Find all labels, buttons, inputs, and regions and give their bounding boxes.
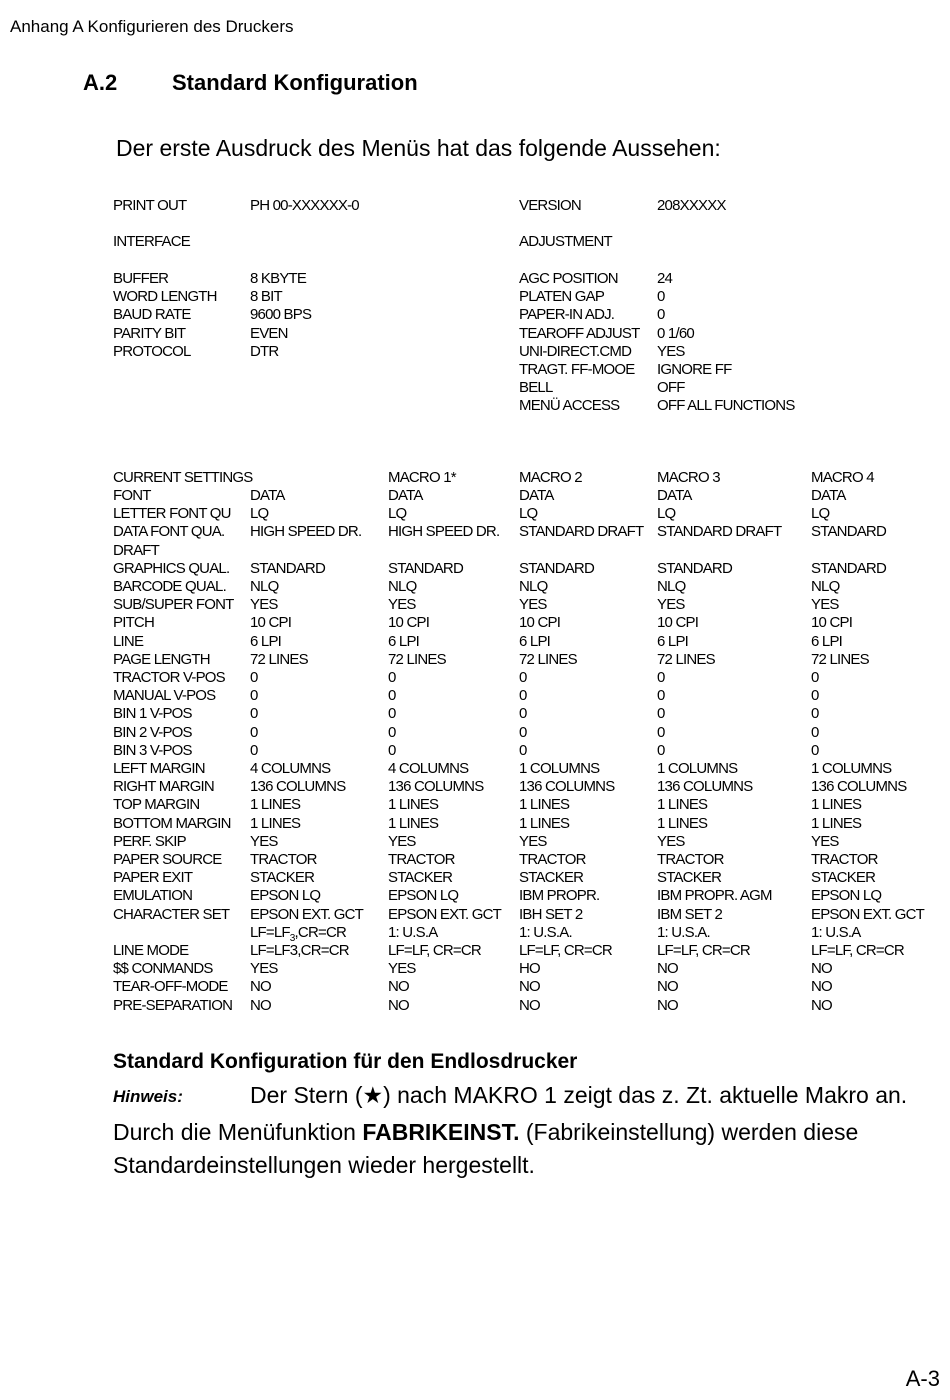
- setting-value: 1 LINES: [388, 796, 439, 814]
- setting-label: DRAFT: [113, 541, 159, 559]
- setting-value: 1 COLUMNS: [657, 760, 738, 777]
- setting-label: CHARACTER SET: [113, 905, 230, 923]
- setting-value: 0: [519, 687, 527, 705]
- setting-label: DATA FONT QUA.: [113, 523, 225, 541]
- setting-value: LF=LF, CR=CR: [519, 942, 612, 959]
- setting-value: STACKER: [388, 869, 453, 887]
- interface-setting-value: EVEN: [250, 324, 288, 342]
- setting-value: STACKER: [250, 869, 315, 887]
- setting-value: HIGH SPEED DR.: [388, 523, 500, 541]
- setting-value: YES: [250, 596, 278, 614]
- setting-label: BIN 2 V-POS: [113, 723, 192, 741]
- interface-setting-label: BUFFER: [113, 270, 169, 287]
- settings-column-header: MACRO 4: [811, 469, 874, 486]
- running-header: Anhang A Konfigurieren des Druckers: [10, 17, 294, 36]
- setting-value: 10 CPI: [657, 614, 699, 632]
- setting-value: STANDARD DRAFT: [519, 523, 644, 541]
- setting-value: STACKER: [811, 869, 876, 887]
- setting-value: STACKER: [657, 869, 722, 887]
- adjustment-setting-value: OFF: [657, 379, 685, 397]
- setting-value: 136 COLUMNS: [250, 778, 346, 796]
- setting-value: STANDARD: [388, 559, 463, 577]
- setting-label: BIN 3 V-POS: [113, 741, 192, 759]
- setting-value: IBM PROPR. AGM: [657, 887, 772, 905]
- setting-value: 1: U.S.A.: [519, 923, 572, 941]
- setting-value: 0: [250, 723, 258, 741]
- setting-value: NO: [811, 960, 832, 978]
- setting-value: YES: [519, 832, 547, 850]
- setting-value: NLQ: [388, 578, 417, 595]
- setting-value: 0: [811, 741, 819, 759]
- interface-heading: INTERFACE: [113, 233, 190, 250]
- adjustment-heading: ADJUSTMENT: [519, 233, 612, 250]
- setting-value: TRACTOR: [657, 851, 724, 868]
- setting-value: 0: [657, 687, 665, 705]
- setting-value: 0: [519, 705, 527, 723]
- setting-label: SUB/SUPER FONT: [113, 596, 234, 614]
- setting-value: IBM SET 2: [657, 905, 723, 923]
- setting-value: 1 LINES: [250, 814, 301, 832]
- setting-value: 6 LPI: [388, 632, 420, 650]
- setting-value: NO: [811, 978, 832, 996]
- sub-heading: Standard Konfiguration für den Endlosdrucker: [113, 1050, 578, 1073]
- setting-label: $$ CONMANDS: [113, 960, 213, 978]
- setting-value: 6 LPI: [811, 632, 843, 650]
- setting-value: LQ: [250, 505, 269, 523]
- setting-value: NO: [250, 996, 271, 1014]
- setting-value: 72 LINES: [519, 650, 577, 668]
- setting-value: 0: [388, 705, 396, 723]
- settings-column-header: MACRO 1*: [388, 469, 456, 486]
- setting-value: NO: [657, 978, 678, 996]
- fabrikeinst-keyword: FABRIKEINST.: [362, 1119, 520, 1145]
- setting-value: 1: U.S.A: [811, 923, 861, 941]
- setting-label: TOP MARGIN: [113, 796, 200, 814]
- setting-value: LF=LF, CR=CR: [811, 942, 904, 959]
- setting-value: NO: [519, 978, 540, 996]
- setting-value: STANDARD: [811, 559, 886, 577]
- setting-label: FONT: [113, 487, 151, 504]
- note-label: Hinweis:: [113, 1087, 183, 1106]
- version-label: VERSION: [519, 197, 581, 214]
- setting-value: 4 COLUMNS: [388, 760, 469, 777]
- setting-value: 0: [811, 669, 819, 686]
- setting-value: 72 LINES: [657, 650, 715, 668]
- setting-value: STANDARD: [657, 559, 732, 577]
- para-text-start: Durch die Menüfunktion: [113, 1119, 363, 1145]
- intro-text: Der erste Ausdruck des Menüs hat das folgende Aussehen:: [116, 135, 721, 161]
- setting-value: 1 LINES: [519, 796, 570, 814]
- setting-value: 0: [388, 669, 396, 686]
- setting-value: TRACTOR: [811, 851, 878, 868]
- factory-reset-paragraph: [113, 1116, 913, 1182]
- setting-label: GRAPHICS QUAL.: [113, 559, 230, 577]
- setting-label: LINE MODE: [113, 942, 189, 959]
- adjustment-setting-value: OFF ALL FUNCTIONS: [657, 397, 795, 415]
- para-text-end: (Fabrikeinstellung) werden diese Standardeinstellungen wieder hergestellt.: [113, 1119, 859, 1178]
- setting-value: YES: [811, 832, 839, 850]
- interface-setting-value: 9600 BPS: [250, 306, 312, 324]
- setting-label: PAPER SOURCE: [113, 851, 222, 868]
- setting-value: 0: [657, 723, 665, 741]
- setting-value: LF=LF, CR=CR: [388, 942, 481, 959]
- page-number: A-3: [905, 1366, 940, 1391]
- note-text: Der Stern (★) nach MAKRO 1 zeigt das z. Zt. aktuelle Makro an.: [250, 1082, 908, 1108]
- setting-value: 136 COLUMNS: [811, 778, 907, 796]
- setting-value: 136 COLUMNS: [657, 778, 753, 796]
- setting-label: EMULATION: [113, 887, 193, 905]
- setting-value: EPSON LQ: [811, 887, 882, 905]
- setting-value: 0: [250, 687, 258, 705]
- setting-value: 1: U.S.A.: [657, 923, 710, 941]
- setting-value: YES: [657, 596, 685, 614]
- adjustment-setting-label: TRAGT. FF-MOOE: [519, 361, 635, 378]
- setting-value: 10 CPI: [811, 614, 853, 632]
- adjustment-setting-label: PLATEN GAP: [519, 288, 605, 306]
- version-value: 208XXXXX: [657, 197, 726, 214]
- setting-value: EPSON LQ: [250, 887, 321, 905]
- setting-value: YES: [250, 832, 278, 850]
- setting-value: NO: [657, 960, 678, 978]
- setting-value: IBH SET 2: [519, 905, 583, 923]
- setting-value: YES: [388, 832, 416, 850]
- setting-value: YES: [657, 832, 685, 850]
- setting-value: NLQ: [250, 578, 279, 595]
- adjustment-setting-label: AGC POSITION: [519, 270, 618, 287]
- interface-setting-value: 8 KBYTE: [250, 270, 307, 287]
- setting-value: EPSON EXT. GCT: [388, 905, 501, 923]
- settings-column-header: MACRO 3: [657, 469, 720, 486]
- setting-value: 1 LINES: [811, 814, 862, 832]
- adjustment-setting-value: 0: [657, 306, 665, 324]
- setting-value: TRACTOR: [519, 851, 586, 868]
- print-out-label: PRINT OUT: [113, 197, 187, 214]
- setting-value: DATA: [657, 487, 692, 504]
- setting-value: 1 LINES: [657, 796, 708, 814]
- setting-value: 10 CPI: [250, 614, 292, 632]
- setting-value: 0: [657, 705, 665, 723]
- setting-label: BARCODE QUAL.: [113, 578, 226, 595]
- section-title: Standard Konfiguration: [172, 70, 418, 95]
- print-out-value: PH 00-XXXXXX-0: [250, 197, 359, 214]
- setting-value: 0: [519, 741, 527, 759]
- setting-value: EPSON LQ: [388, 887, 459, 905]
- setting-value: 0: [250, 669, 258, 686]
- adjustment-setting-label: PAPER-IN ADJ.: [519, 306, 615, 324]
- setting-value: YES: [388, 960, 416, 978]
- setting-value: 72 LINES: [250, 650, 308, 668]
- setting-value: LQ: [811, 505, 830, 523]
- setting-label: PRE-SEPARATION: [113, 996, 233, 1014]
- setting-value: STANDARD: [811, 523, 886, 541]
- setting-label: PAPER EXIT: [113, 869, 193, 887]
- setting-value: 1 COLUMNS: [519, 760, 600, 777]
- setting-value: STANDARD: [250, 559, 325, 577]
- setting-value: IBM PROPR.: [519, 887, 600, 905]
- setting-value: 4 COLUMNS: [250, 760, 331, 777]
- setting-value: DATA: [388, 487, 423, 504]
- setting-label: LEFT MARGIN: [113, 760, 205, 777]
- interface-setting-label: WORD LENGTH: [113, 288, 217, 306]
- setting-value: NO: [657, 996, 678, 1014]
- setting-value: LQ: [519, 505, 538, 523]
- setting-value: 0: [388, 741, 396, 759]
- setting-value: 0: [657, 741, 665, 759]
- setting-value: HIGH SPEED DR.: [250, 523, 362, 541]
- setting-value: 0: [811, 723, 819, 741]
- setting-value: 1 LINES: [657, 814, 708, 832]
- setting-value: 10 CPI: [388, 614, 430, 632]
- setting-value: 6 LPI: [657, 632, 689, 650]
- setting-value: 0: [519, 669, 527, 686]
- setting-value: 1: U.S.A: [388, 923, 438, 941]
- adjustment-setting-label: TEAROFF ADJUST: [519, 324, 640, 342]
- setting-value: 0: [519, 723, 527, 741]
- setting-label: PERF. SKIP: [113, 832, 186, 850]
- setting-value: 136 COLUMNS: [388, 778, 484, 796]
- setting-value: 0: [250, 705, 258, 723]
- setting-value: $LF=LF_3,CR=CR$: [250, 923, 347, 944]
- setting-label: TRACTOR V-POS: [113, 669, 225, 686]
- setting-value: LF=LF, CR=CR: [657, 942, 750, 959]
- setting-value: 136 COLUMNS: [519, 778, 615, 796]
- setting-value: 10 CPI: [519, 614, 561, 632]
- setting-label: MANUAL V-POS: [113, 687, 216, 705]
- adjustment-setting-value: YES: [657, 342, 685, 360]
- setting-value: TRACTOR: [250, 851, 317, 868]
- interface-setting-value: 8 BIT: [250, 288, 282, 306]
- setting-value: 6 LPI: [250, 632, 282, 650]
- setting-value: EPSON EXT. GCT: [811, 905, 924, 923]
- setting-label: BIN 1 V-POS: [113, 705, 192, 723]
- interface-setting-label: BAUD RATE: [113, 306, 191, 324]
- setting-value: LF=LF3,CR=CR: [250, 942, 349, 959]
- setting-value: NO: [388, 978, 409, 996]
- setting-value: 1 LINES: [250, 796, 301, 814]
- setting-value: NLQ: [811, 578, 840, 595]
- setting-value: NO: [250, 978, 271, 996]
- setting-value: YES: [250, 960, 278, 978]
- setting-label: RIGHT MARGIN: [113, 778, 214, 796]
- setting-label: TEAR-OFF-MODE: [113, 978, 228, 996]
- interface-setting-value: DTR: [250, 342, 279, 360]
- setting-value: 0: [388, 723, 396, 741]
- setting-value: EPSON EXT. GCT: [250, 905, 363, 923]
- adjustment-setting-label: UNI-DIRECT.CMD: [519, 342, 632, 360]
- setting-value: NO: [519, 996, 540, 1014]
- setting-value: 0: [811, 705, 819, 723]
- setting-value: 1 COLUMNS: [811, 760, 892, 777]
- setting-value: 0: [811, 687, 819, 705]
- setting-value: DATA: [811, 487, 846, 504]
- setting-value: 72 LINES: [388, 650, 446, 668]
- setting-label: PAGE LENGTH: [113, 650, 210, 668]
- setting-value: YES: [519, 596, 547, 614]
- adjustment-setting-value: IGNORE FF: [657, 361, 732, 378]
- setting-value: YES: [811, 596, 839, 614]
- settings-column-header: MACRO 2: [519, 469, 582, 486]
- interface-setting-label: PROTOCOL: [113, 342, 191, 360]
- settings-column-header: CURRENT SETTINGS: [113, 469, 253, 486]
- setting-value: 1 LINES: [519, 814, 570, 832]
- adjustment-setting-label: BELL: [519, 379, 553, 397]
- setting-value: NO: [388, 996, 409, 1014]
- setting-label: LINE: [113, 632, 144, 650]
- adjustment-setting-value: 24: [657, 270, 673, 287]
- setting-value: STANDARD DRAFT: [657, 523, 782, 541]
- setting-value: STACKER: [519, 869, 584, 887]
- setting-value: 0: [388, 687, 396, 705]
- setting-value: LQ: [388, 505, 407, 523]
- setting-value: DATA: [250, 487, 285, 504]
- setting-value: 72 LINES: [811, 650, 869, 668]
- setting-value: HO: [519, 960, 540, 978]
- setting-value: 0: [657, 669, 665, 686]
- setting-value: 6 LPI: [519, 632, 551, 650]
- setting-value: 1 LINES: [811, 796, 862, 814]
- setting-value: 0: [250, 741, 258, 759]
- setting-value: NLQ: [519, 578, 548, 595]
- setting-value: 1 LINES: [388, 814, 439, 832]
- setting-value: NLQ: [657, 578, 686, 595]
- setting-label: PITCH: [113, 614, 155, 632]
- setting-label: BOTTOM MARGIN: [113, 814, 231, 832]
- setting-value: TRACTOR: [388, 851, 455, 868]
- setting-value: NO: [811, 996, 832, 1014]
- adjustment-setting-label: MENÜ ACCESS: [519, 397, 620, 415]
- setting-value: STANDARD: [519, 559, 594, 577]
- setting-value: YES: [388, 596, 416, 614]
- adjustment-setting-value: 0: [657, 288, 665, 306]
- interface-setting-label: PARITY BIT: [113, 324, 186, 342]
- setting-label: LETTER FONT QU: [113, 505, 231, 523]
- adjustment-setting-value: 0 1/60: [657, 324, 694, 342]
- setting-value: DATA: [519, 487, 554, 504]
- setting-value: LQ: [657, 505, 676, 523]
- section-number: A.2: [83, 70, 118, 95]
